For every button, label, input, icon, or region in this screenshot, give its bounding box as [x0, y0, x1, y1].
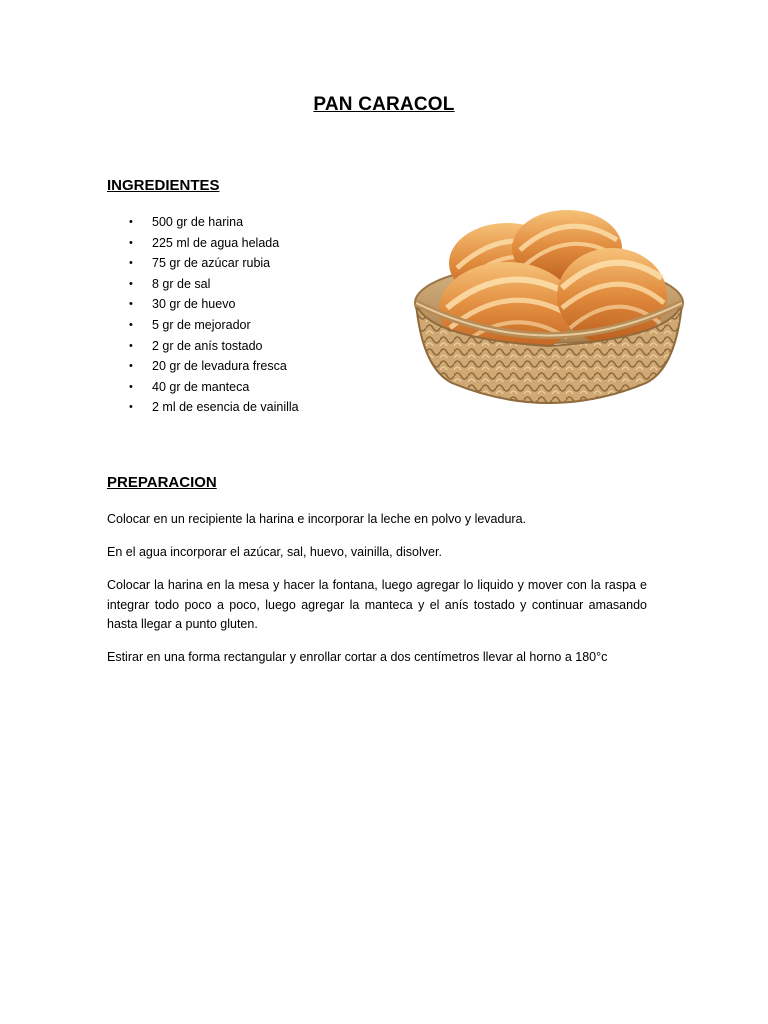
list-item [127, 377, 299, 398]
ingredient-text: 75 gr de azúcar rubia [152, 256, 271, 271]
list-item [127, 315, 299, 336]
list-item [127, 212, 299, 233]
list-item [127, 233, 299, 254]
preparation-step: Estirar en una forma rectangular y enrollar cortar a dos centímetros llevar al horno a 180°c [107, 650, 608, 664]
ingredient-text: 20 gr de levadura fresca [152, 359, 287, 374]
list-item [127, 253, 299, 274]
ingredient-text: 2 gr de anís tostado [152, 338, 263, 353]
bullet-icon: • [129, 401, 133, 414]
list-item [127, 274, 299, 295]
preparation-step: Colocar la harina en la mesa y hacer la fontana, luego agregar lo liquido y mover con la raspa e integrar todo poco a poco, luego agregar la manteca y el anís tostado y continuar amasando hasta llegar a punto gluten. [107, 578, 647, 631]
list-item [127, 356, 299, 377]
ingredient-text: 2 ml de esencia de vainilla [152, 400, 299, 415]
bullet-icon: • [129, 380, 133, 393]
ingredients-heading: INGREDIENTES [107, 177, 220, 194]
page-title: PAN CARACOL [313, 94, 455, 115]
ingredient-text: 40 gr de manteca [152, 379, 250, 394]
ingredient-text: 30 gr de huevo [152, 297, 236, 312]
list-item [127, 294, 299, 315]
ingredient-text: 500 gr de harina [152, 215, 244, 229]
bullet-icon: • [129, 257, 133, 270]
bread-basket-image [412, 178, 686, 440]
bullet-icon: • [129, 339, 133, 352]
ingredient-text: 5 gr de mejorador [152, 317, 251, 332]
bullet-icon: • [129, 277, 133, 290]
list-item [127, 336, 299, 357]
ingredient-text: 8 gr de sal [152, 276, 211, 291]
ingredient-text: 225 ml de agua helada [152, 235, 280, 250]
bread-basket-illustration [412, 178, 686, 440]
bullet-icon: • [129, 216, 133, 228]
preparation-heading: PREPARACION [107, 474, 217, 491]
list-item [127, 397, 299, 418]
preparation-step: En el agua incorporar el azúcar, sal, huevo, vainilla, disolver. [107, 545, 442, 559]
bullet-icon: • [129, 236, 133, 249]
bullet-icon: • [129, 298, 133, 311]
bullet-icon: • [129, 318, 133, 331]
preparation-step: Colocar en un recipiente la harina e incorporar la leche en polvo y levadura. [107, 512, 527, 526]
bullet-icon: • [129, 360, 133, 373]
ingredient-list [127, 212, 299, 418]
